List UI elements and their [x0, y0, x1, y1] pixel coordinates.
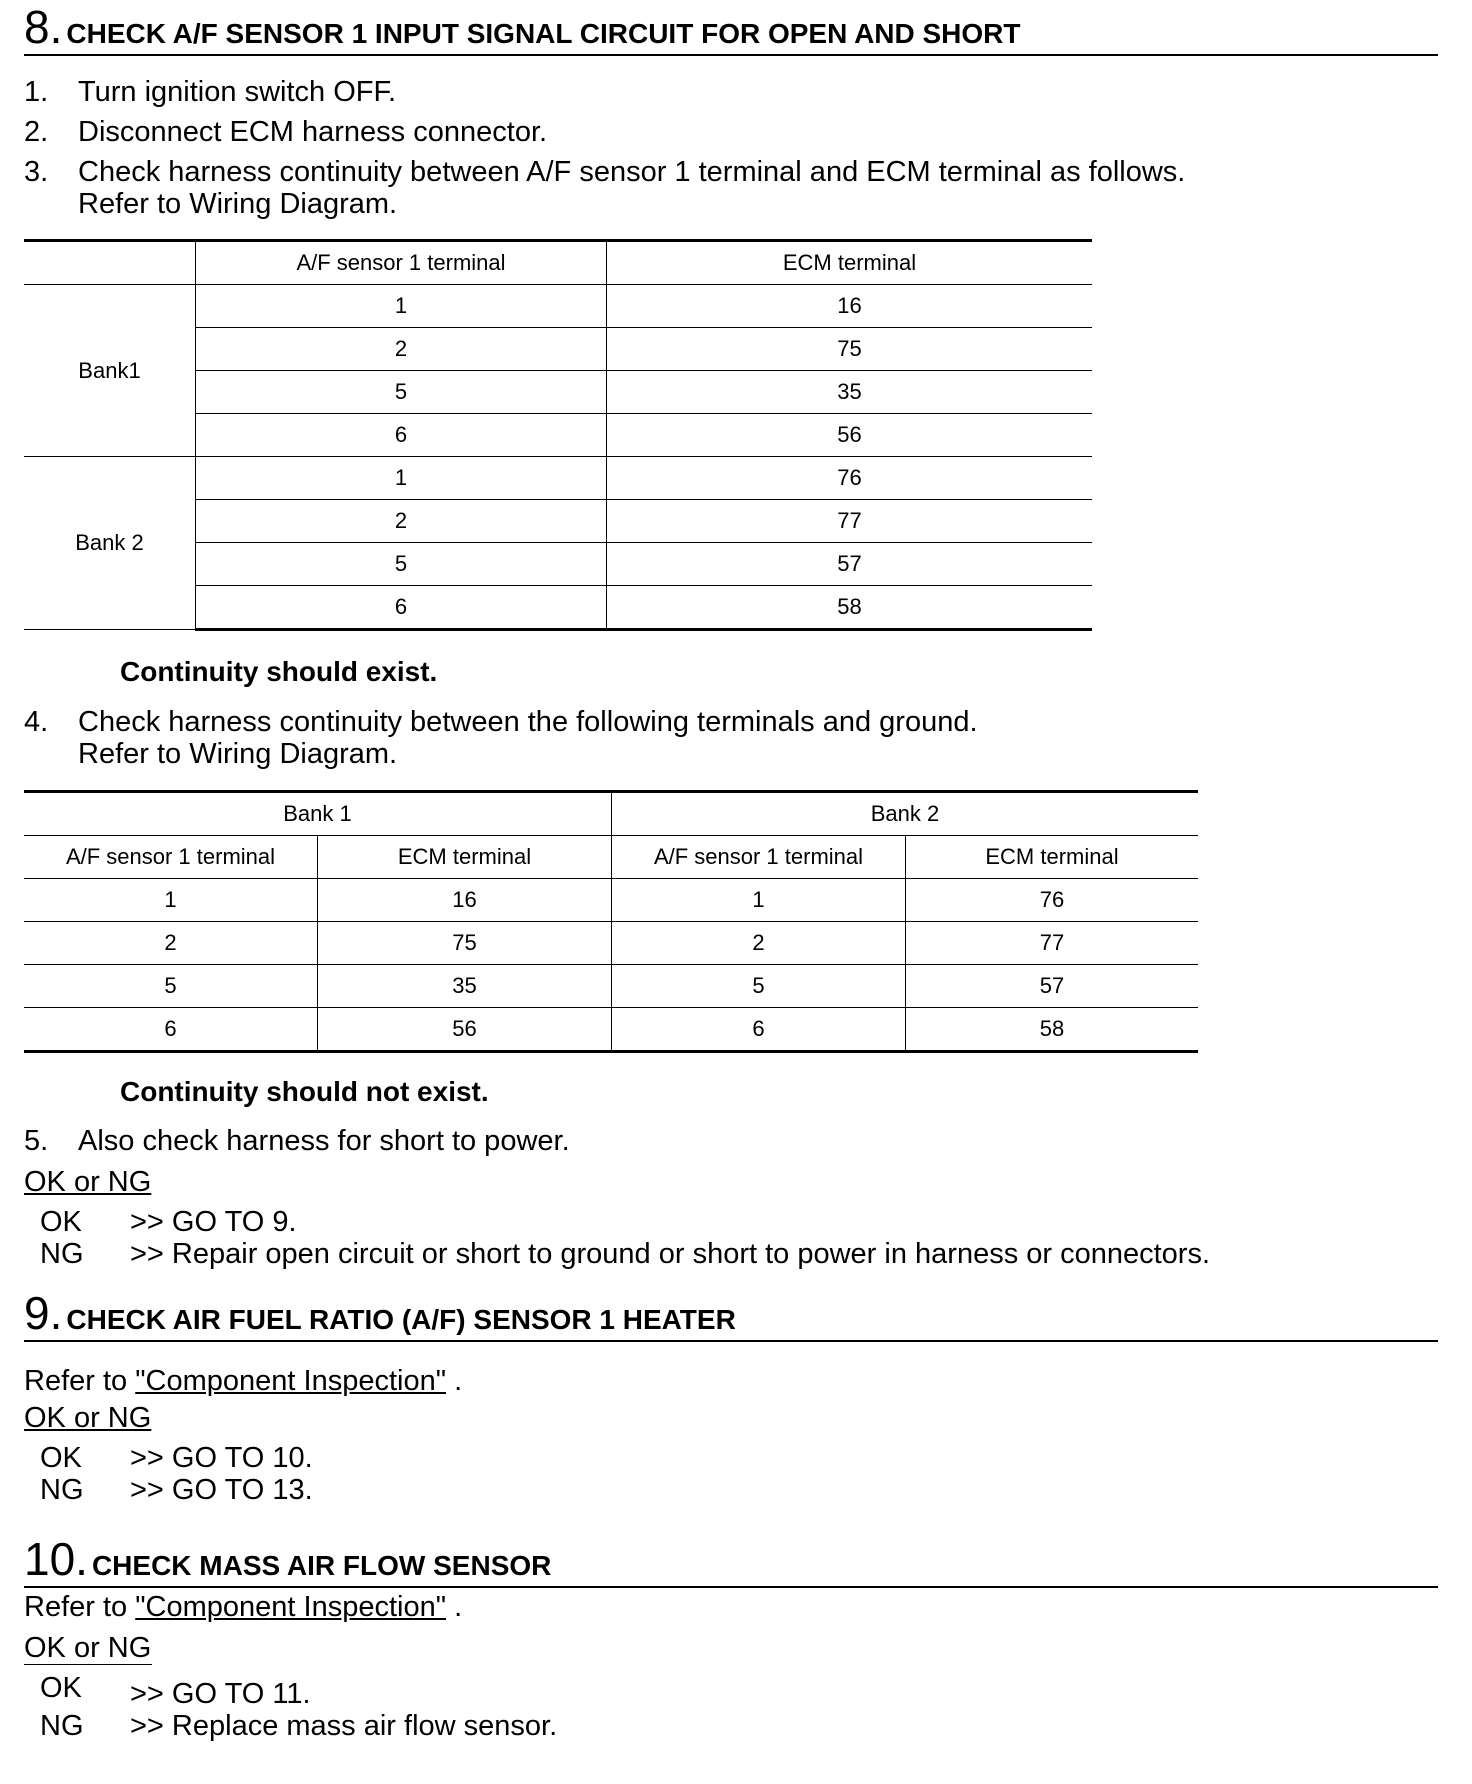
ok-ng-label: OK or NG	[24, 1166, 152, 1198]
step-10-title: CHECK MASS AIR FLOW SENSOR	[91, 1550, 552, 1581]
list-item: 3. Check harness continuity between A/F sensor 1 terminal and ECM terminal as follows.	[24, 156, 1186, 188]
continuity-table-1	[24, 239, 1092, 631]
table-header-row: A/F sensor 1 terminal ECM terminal	[24, 241, 1092, 285]
component-inspection-link[interactable]: "Component Inspection"	[135, 1365, 447, 1397]
step-10-number: 10.	[24, 1533, 88, 1585]
table-row: Bank1 1 16	[24, 285, 1092, 328]
table-group-header-row: Bank 1 Bank 2	[24, 792, 1198, 836]
continuity-note-1: Continuity should exist.	[120, 656, 438, 687]
list-item: 1. Turn ignition switch OFF.	[24, 76, 397, 108]
list-item: 2. Disconnect ECM harness connector.	[24, 116, 548, 148]
continuity-note-2: Continuity should not exist.	[120, 1076, 489, 1107]
step-8-list-cont	[24, 706, 978, 770]
table-row: 2 75	[24, 328, 1092, 371]
wiring-diagram-ref: Refer to Wiring Diagram.	[78, 738, 398, 770]
ok-result: OK >> GO TO 9.	[40, 1206, 297, 1238]
table-row: 2 77	[24, 500, 1092, 543]
component-inspection-link[interactable]: "Component Inspection"	[135, 1591, 447, 1623]
table-header-row: A/F sensor 1 terminal ECM terminal A/F sensor 1 terminal ECM terminal	[24, 836, 1198, 879]
table-row: 6 56 6 58	[24, 1008, 1198, 1052]
table-row: 5 35	[24, 371, 1092, 414]
bank-2-label: Bank 2	[24, 457, 196, 630]
table-row: 6 56	[24, 414, 1092, 457]
list-item: 4. Check harness continuity between the following terminals and ground.	[24, 706, 978, 738]
step-10-results	[24, 1672, 557, 1742]
table-row: 5 57	[24, 543, 1092, 586]
ng-result: NG >> Replace mass air flow sensor.	[40, 1710, 558, 1742]
continuity-table-2	[24, 790, 1198, 1053]
table-row: 5 35 5 57	[24, 965, 1198, 1008]
step-9-heading	[24, 1287, 1438, 1342]
step-10-refer: Refer to "Component Inspection" .	[24, 1591, 463, 1623]
step-8-results	[24, 1206, 1210, 1270]
step-9-refer: Refer to "Component Inspection" .	[24, 1365, 463, 1397]
ok-ng-label: OK or NG	[24, 1402, 152, 1434]
table-row: 6 58	[24, 586, 1092, 630]
step-8-list	[24, 76, 1185, 220]
ok-result: OK >> GO TO 11.	[40, 1672, 311, 1710]
step-10-heading	[24, 1533, 1438, 1588]
wiring-diagram-ref: Refer to Wiring Diagram.	[78, 188, 398, 220]
bank-1-label: Bank1	[24, 285, 196, 457]
ok-result: OK >> GO TO 10.	[40, 1442, 313, 1474]
step-8-title: CHECK A/F SENSOR 1 INPUT SIGNAL CIRCUIT FOR OPEN AND SHORT	[66, 18, 1021, 49]
table-row: 1 16 1 76	[24, 879, 1198, 922]
step-9-title: CHECK AIR FUEL RATIO (A/F) SENSOR 1 HEATER	[66, 1304, 736, 1335]
table-row: 2 75 2 77	[24, 922, 1198, 965]
step-8-number: 8.	[24, 1, 63, 53]
table-row: Bank 2 1 76	[24, 457, 1092, 500]
step-8-heading	[24, 1, 1438, 56]
list-item: 5. Also check harness for short to power.	[24, 1125, 570, 1157]
step-9-number: 9.	[24, 1287, 63, 1339]
ok-ng-label: OK or NG	[24, 1632, 152, 1664]
ng-result: NG >> GO TO 13.	[40, 1474, 313, 1506]
ng-result: NG >> Repair open circuit or short to ground or short to power in harness or connectors.	[40, 1238, 1211, 1270]
step-9-results	[24, 1442, 313, 1506]
